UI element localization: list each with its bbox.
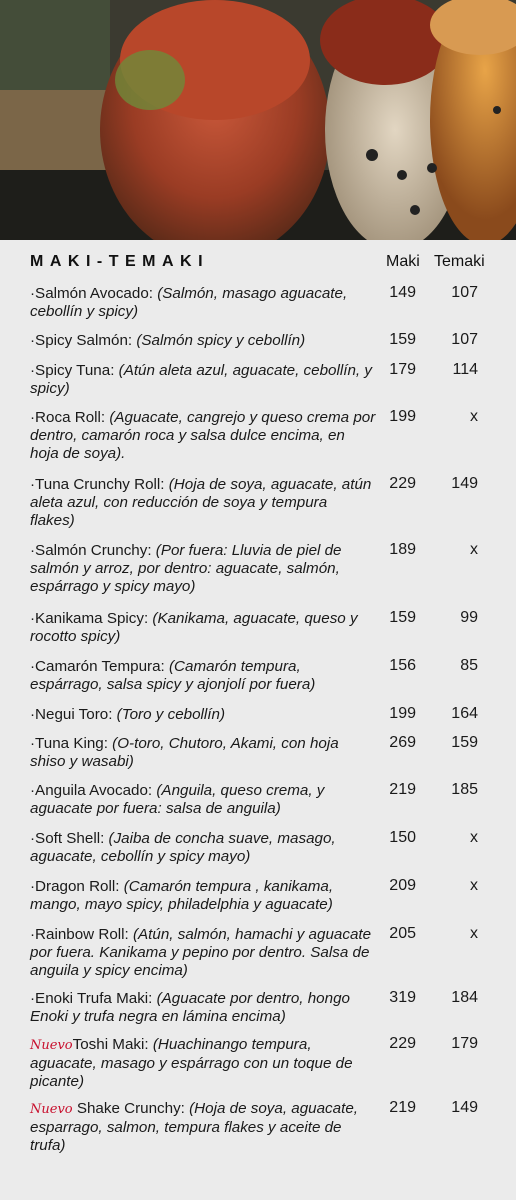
column-header-temaki: Temaki — [434, 253, 485, 270]
item-name: ·Roca Roll: — [30, 409, 110, 426]
item-name: ·Soft Shell: — [30, 830, 109, 847]
price-maki: 150 — [389, 829, 416, 846]
menu-header — [0, 251, 516, 277]
item-name: ·Anguila Avocado: — [30, 782, 157, 799]
item-detail: (Aguacate, cangrejo y queso crema por dentro, camarón roca y salsa dulce encima, en hoja de soya). — [30, 409, 376, 462]
price-maki: 159 — [389, 331, 416, 348]
price-maki: 229 — [389, 475, 416, 492]
new-item-badge: Nuevo — [30, 1102, 73, 1117]
price-maki: 199 — [389, 705, 416, 722]
item-detail: (O-toro, Chutoro, Akami, con hoja shiso y wasabi) — [30, 735, 339, 770]
section-title: MAKI-TEMAKI — [30, 253, 210, 270]
price-maki: 209 — [389, 877, 416, 894]
item-name: ·Tuna King: — [30, 735, 113, 752]
item-name: ·Kanikama Spicy: — [30, 610, 153, 627]
item-name: ·Spicy Tuna: — [30, 362, 119, 379]
price-maki: 219 — [389, 781, 416, 798]
price-maki: 269 — [389, 734, 416, 751]
item-detail: (Por fuera: Lluvia de piel de salmón y arroz, por dentro: aguacate, salmón, espárrago y spicy mayo) — [30, 542, 342, 595]
price-maki: 156 — [389, 657, 416, 674]
price-temaki: 159 — [451, 734, 478, 751]
item-detail: (Camarón tempura, espárrago, salsa spicy y ajonjolí por fuera) — [30, 658, 316, 693]
item-name: Shake Crunchy: — [72, 1100, 190, 1117]
item-detail: (Camarón tempura , kanikama, mango, mayo spicy, philadelphia y aguacate) — [30, 878, 334, 913]
item-name: ·Salmón Crunchy: — [30, 542, 156, 559]
price-maki: 159 — [389, 609, 416, 626]
item-detail: (Atún, salmón, hamachi y aguacate por fuera. Kanikama y pepino por dentro. Salsa de anguila y spicy encima) — [30, 926, 372, 979]
item-name: ·Tuna Crunchy Roll: — [30, 476, 169, 493]
item-detail: (Hoja de soya, aguacate, atún aleta azul, con reducción de soya y tempura flakes) — [30, 476, 372, 529]
price-maki: 205 — [389, 925, 416, 942]
item-detail: (Salmón spicy y cebollín) — [136, 332, 306, 349]
price-temaki: 107 — [451, 284, 478, 301]
item-name: Toshi Maki: — [72, 1036, 153, 1053]
item-name: ·Camarón Tempura: — [30, 658, 169, 675]
price-temaki: x — [470, 925, 478, 942]
price-temaki: 85 — [460, 657, 478, 674]
price-temaki: x — [470, 408, 478, 425]
price-temaki: 107 — [451, 331, 478, 348]
price-temaki: x — [470, 541, 478, 558]
price-maki: 199 — [389, 408, 416, 425]
item-detail: (Aguacate por dentro, hongo Enoki y trufa negra en lámina encima) — [30, 990, 350, 1025]
price-temaki: 149 — [451, 1099, 478, 1116]
item-name: ·Enoki Trufa Maki: — [30, 990, 157, 1007]
price-maki: 229 — [389, 1035, 416, 1052]
menu-panel — [0, 240, 516, 1200]
price-temaki: 114 — [452, 361, 478, 378]
price-temaki: x — [470, 877, 478, 894]
item-detail: (Hoja de soya, aguacate, esparrago, salmon, tempura flakes y aceite de trufa) — [30, 1100, 358, 1154]
item-detail: (Kanikama, aguacate, queso y rocotto spicy) — [30, 610, 358, 645]
item-name: ·Dragon Roll: — [30, 878, 124, 895]
column-header-maki: Maki — [386, 253, 420, 270]
item-name: ·Rainbow Roll: — [30, 926, 133, 943]
price-temaki: 99 — [460, 609, 478, 626]
price-temaki: 149 — [451, 475, 478, 492]
item-detail: (Toro y cebollín) — [116, 706, 226, 723]
item-name: ·Spicy Salmón: — [30, 332, 137, 349]
price-temaki: 164 — [451, 705, 478, 722]
item-name: ·Negui Toro: — [30, 706, 117, 723]
sushi-rolls-image — [0, 0, 516, 240]
price-temaki: 179 — [451, 1035, 478, 1052]
new-item-badge: Nuevo — [30, 1038, 73, 1053]
price-maki: 189 — [389, 541, 416, 558]
item-detail: (Atún aleta azul, aguacate, cebollín, y spicy) — [30, 362, 372, 397]
item-detail: (Salmón, masago aguacate, cebollín y spicy) — [30, 285, 348, 320]
price-temaki: x — [470, 829, 478, 846]
item-detail: (Huachinango tempura, aguacate, masago y espárrago con un toque de picante) — [30, 1036, 353, 1090]
sushi-photo — [0, 0, 516, 240]
price-maki: 319 — [389, 989, 416, 1006]
price-temaki: 185 — [451, 781, 478, 798]
price-maki: 219 — [389, 1099, 416, 1116]
price-maki: 149 — [389, 284, 416, 301]
item-detail: (Anguila, queso crema, y aguacate por fuera: salsa de anguila) — [30, 782, 325, 817]
item-detail: (Jaiba de concha suave, masago, aguacate, cebollín y spicy mayo) — [30, 830, 336, 865]
price-temaki: 184 — [451, 989, 478, 1006]
price-maki: 179 — [389, 361, 416, 378]
item-name: ·Salmón Avocado: — [30, 285, 158, 302]
